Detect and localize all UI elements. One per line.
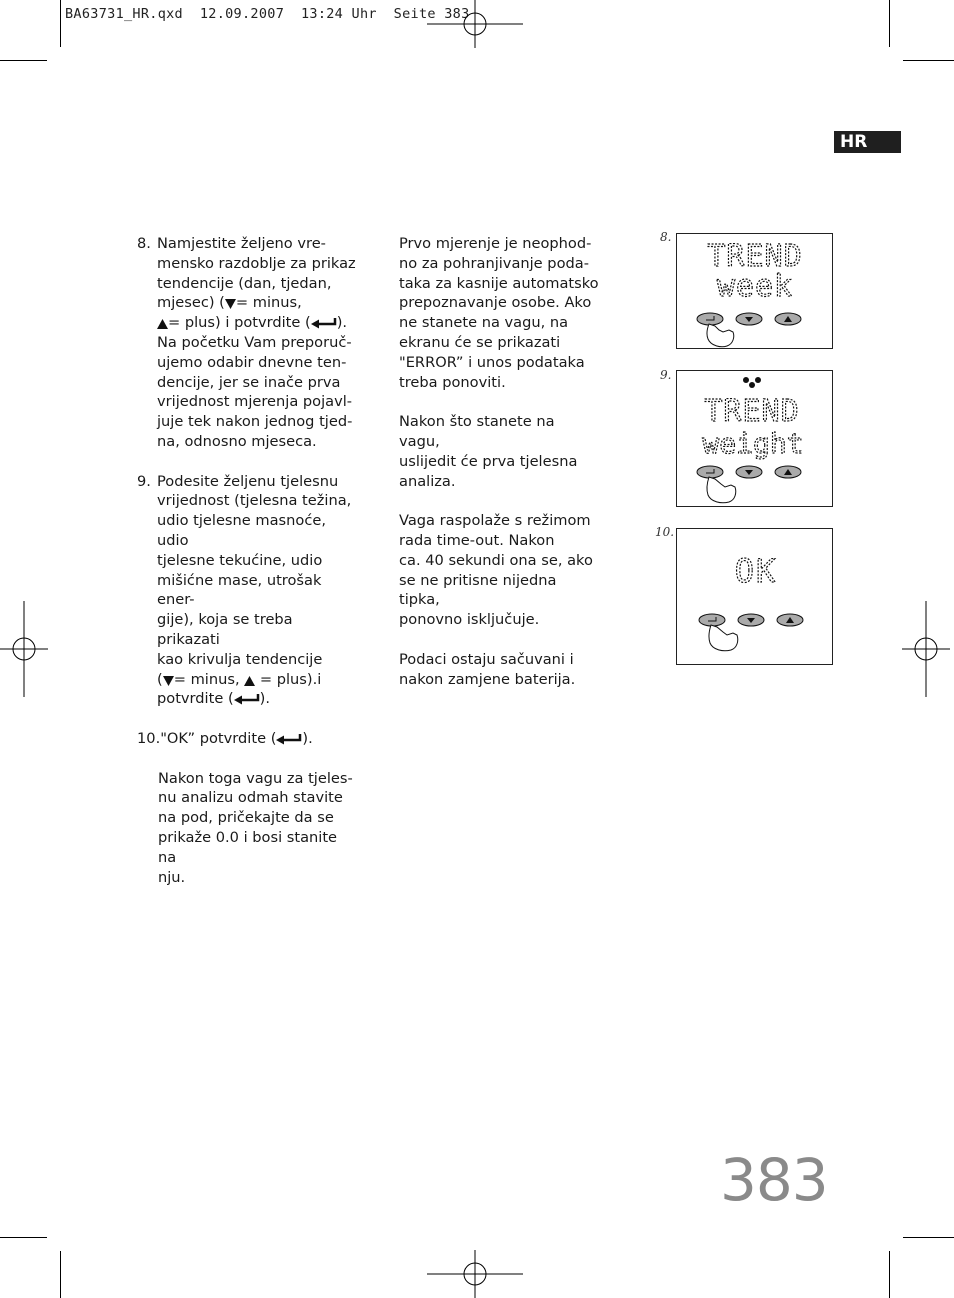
- text-line: ne stanete na vagu, na: [399, 314, 569, 332]
- enter-arrow-icon: [234, 693, 260, 705]
- text-line: tjelesne tekućine, udio: [157, 551, 323, 569]
- text-line: vrijednost (tjelesna težina,: [157, 492, 352, 510]
- down-button: [736, 466, 762, 478]
- text-line: nu analizu odmah stavite: [158, 789, 343, 807]
- display-line-2: week: [716, 269, 794, 304]
- text-line: mjesec) ( = minus,: [157, 294, 302, 312]
- paragraph-first-measurement: [399, 234, 599, 392]
- figure-9-number: 9.: [660, 368, 672, 382]
- text-line: potvrdite ( ).: [157, 690, 270, 708]
- text-line: prepoznavanje osobe. Ako: [399, 294, 592, 312]
- text-line: nakon zamjene baterija.: [399, 670, 576, 688]
- text-line: Vaga raspolaže s režimom: [399, 512, 591, 530]
- enter-button: [699, 614, 725, 626]
- text-line: ekranu će se prikazati: [399, 333, 561, 351]
- display-line-2: weight: [702, 427, 804, 460]
- down-button: [736, 313, 762, 325]
- figure-10-number: 10.: [655, 525, 675, 539]
- text-line: tendencije (dan, tjedan,: [157, 274, 332, 292]
- paragraph-timeout: [399, 511, 599, 630]
- text-line: Namjestite željeno vre-: [157, 235, 326, 252]
- pointing-hand-icon: [707, 324, 734, 347]
- enter-button: [697, 466, 723, 478]
- step-8-number: 8.: [137, 235, 151, 252]
- figure-8-display: [676, 233, 833, 349]
- text-line: mišićne mase, utrošak ener-: [157, 571, 322, 609]
- text-line: mensko razdoblje za prikaz: [157, 254, 356, 272]
- text-line: analiza.: [399, 472, 456, 490]
- instructions-column-1: [137, 234, 357, 887]
- instructions-column-2: [399, 234, 599, 689]
- text-line: treba ponoviti.: [399, 373, 506, 391]
- enter-arrow-icon: [311, 317, 337, 329]
- enter-arrow-icon: [276, 733, 302, 745]
- text-line: udio tjelesne masnoće, udio: [157, 512, 326, 549]
- step-9-number: 9.: [137, 472, 151, 490]
- text-line: Prvo mjerenje je neophod-: [399, 235, 592, 252]
- text-line: rada time-out. Nakon: [399, 531, 555, 549]
- text-line: no za pohranjivanje poda-: [399, 254, 589, 272]
- page-number: 383: [720, 1146, 828, 1214]
- down-triangle-icon: [163, 675, 174, 686]
- display-line-1: OK: [734, 552, 778, 590]
- person-indicator-icon: [743, 377, 761, 388]
- registration-mark-right: [902, 601, 950, 697]
- slug-line: BA63731_HR.qxd 12.09.2007 13:24 Uhr Seite 383: [65, 6, 470, 22]
- display-line-1: TREND: [707, 239, 803, 274]
- registration-mark-left: [0, 601, 48, 697]
- text-line: ponovno isključuje.: [399, 611, 540, 629]
- text-line: Nakon što stanete na vagu,: [399, 413, 555, 450]
- down-button: [738, 614, 764, 626]
- figure-8-number: 8.: [660, 230, 672, 244]
- text-line: ujemo odabir dnevne ten-: [157, 353, 347, 371]
- pointing-hand-icon: [709, 625, 738, 651]
- text-line: = plus) i potvrdite ( ).: [157, 313, 357, 333]
- text-line: vrijednost mjerenja pojavl-: [157, 393, 353, 411]
- text-line: Na početku Vam preporuč-: [157, 333, 352, 351]
- paragraph-data-saved: [399, 650, 599, 690]
- enter-button: [697, 313, 723, 325]
- up-button: [775, 466, 801, 478]
- text-line: Nakon toga vagu za tjeles-: [158, 769, 353, 787]
- registration-mark-top: [427, 0, 523, 48]
- up-triangle-icon: [157, 318, 168, 329]
- pointing-hand-icon: [707, 477, 736, 503]
- registration-mark-bottom: [427, 1250, 523, 1298]
- text-line: kao krivulja tendencije: [157, 650, 323, 668]
- language-tab: HR: [834, 131, 901, 153]
- text-line: taka za kasnije automatsko: [399, 274, 599, 292]
- text-line: se ne pritisne nijedna tipka,: [399, 571, 557, 609]
- down-triangle-icon: [225, 298, 236, 309]
- step-10-note: [137, 769, 357, 888]
- up-button: [777, 614, 803, 626]
- step-10: [137, 729, 357, 887]
- display-line-1: TREND: [704, 394, 800, 429]
- text-line: prikaže 0.0 i bosi stanite na: [158, 828, 338, 866]
- text-line: "ERROR” i unos podataka: [399, 353, 585, 371]
- figure-10-display: [676, 528, 833, 665]
- text-line: ca. 40 sekundi ona se, ako: [399, 551, 593, 569]
- paragraph-body-analysis: [399, 412, 599, 491]
- up-triangle-icon: [244, 675, 255, 686]
- figure-9-display: [676, 370, 833, 507]
- step-8: [137, 234, 357, 452]
- text-line: dencije, jer se inače prva: [157, 373, 341, 391]
- text-line: Podesite željenu tjelesnu: [157, 472, 339, 490]
- text-line: ( = minus, = plus).i: [157, 670, 322, 688]
- text-line: gije), koja se treba prikazati: [157, 611, 293, 648]
- text-line: Podaci ostaju sačuvani i: [399, 650, 574, 668]
- text-line: nju.: [158, 868, 186, 886]
- text-line: na, odnosno mjeseca.: [157, 432, 317, 450]
- text-line: juje tek nakon jednog tjed-: [157, 413, 353, 431]
- step-9: [137, 472, 357, 710]
- text-line: 10."OK” potvrdite ( ).: [137, 729, 313, 747]
- text-line: uslijedit će prva tjelesna: [399, 452, 578, 470]
- up-button: [775, 313, 801, 325]
- text-line: na pod, pričekajte da se: [158, 809, 334, 827]
